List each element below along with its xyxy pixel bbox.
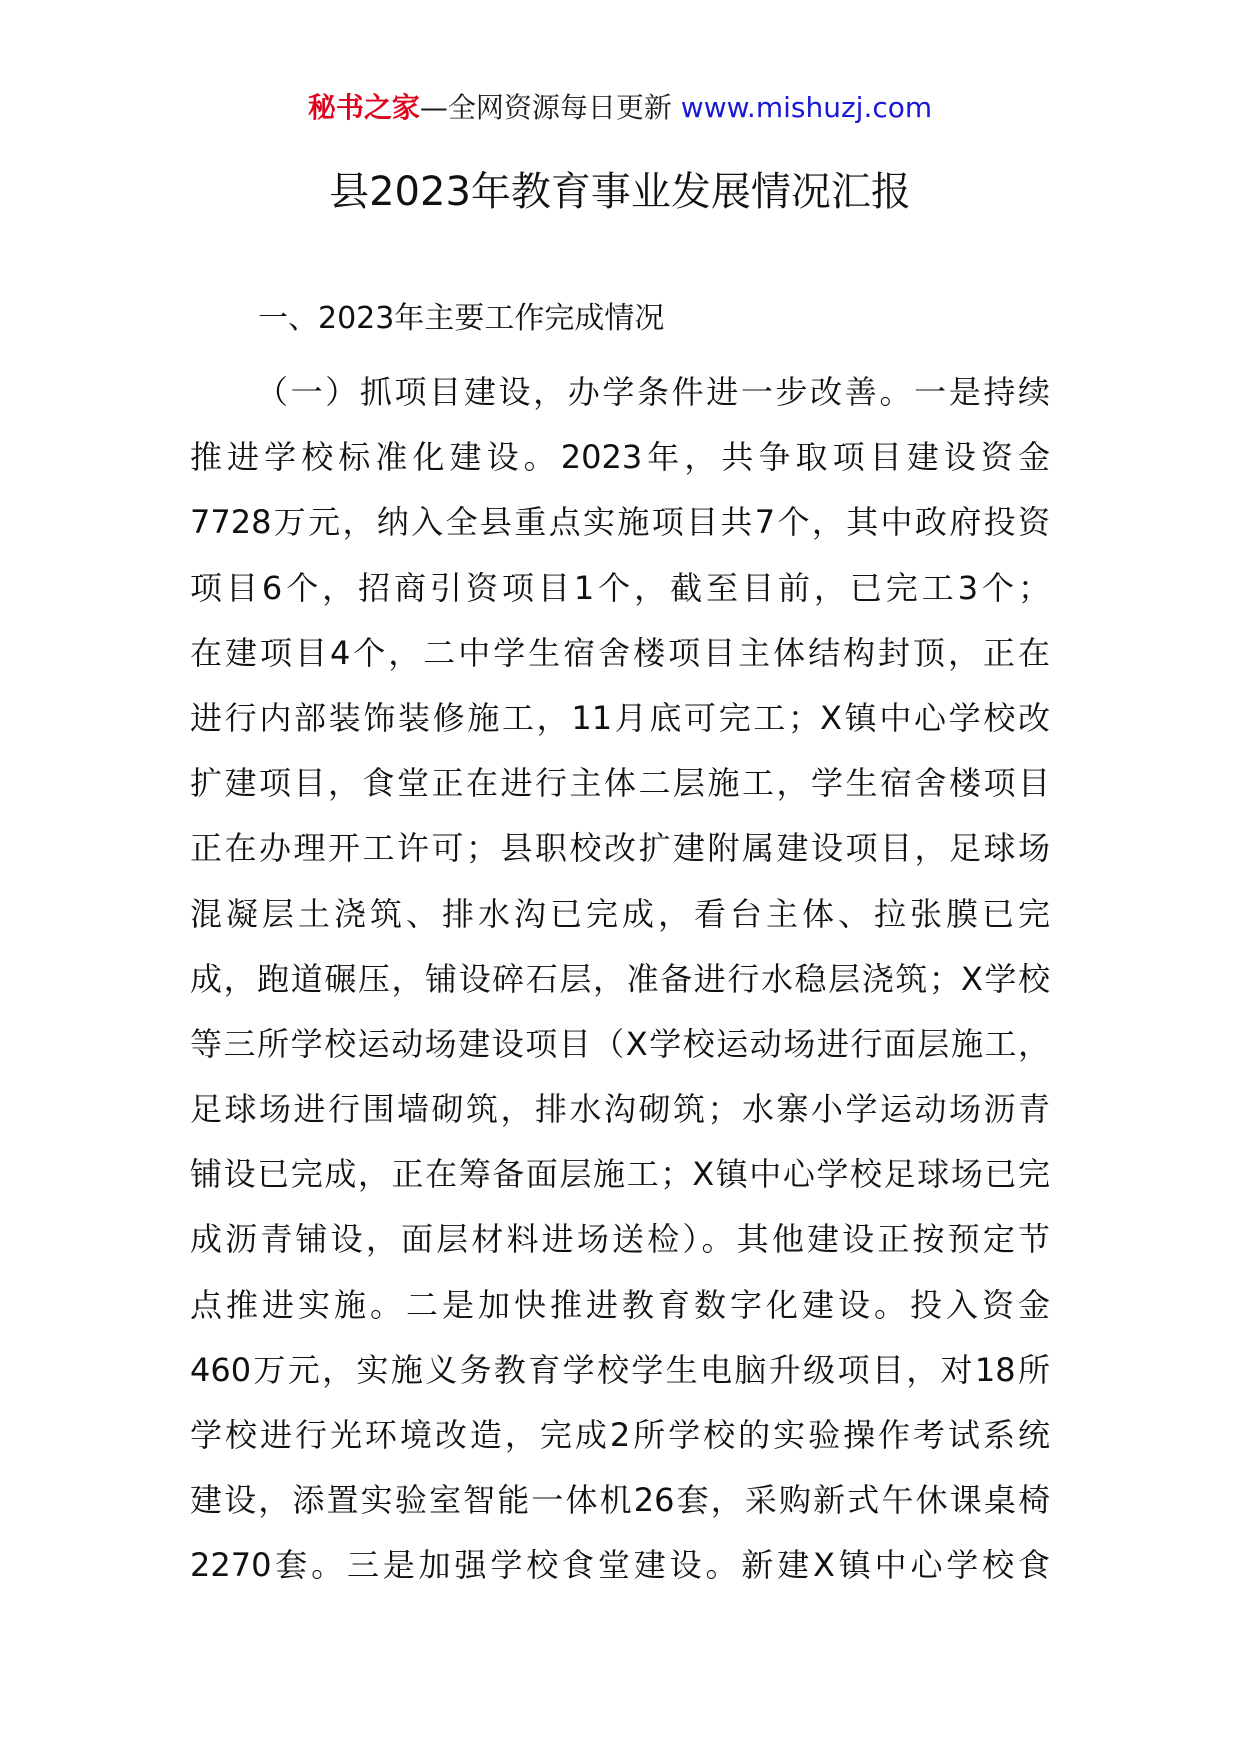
paragraph-line: 学校进行光环境改造，完成2所学校的实验操作考试系统 (190, 1416, 1050, 1454)
paragraph-line: 2270套。三是加强学校食堂建设。新建X镇中心学校食 (190, 1546, 1050, 1585)
site-url-link[interactable]: www.mishuzj.com (680, 91, 933, 124)
paragraph-line: 成沥青铺设，面层材料进场送检）。其他建设正按预定节 (190, 1220, 1050, 1259)
paragraph-line: 混凝层土浇筑、排水沟已完成，看台主体、拉张膜已完 (190, 894, 1050, 933)
paragraph-line: 铺设已完成，正在筹备面层施工；X镇中心学校足球场已完 (190, 1155, 1050, 1194)
paragraph-line: 等三所学校运动场建设项目（X学校运动场进行面层施工， (190, 1024, 1050, 1063)
banner-tagline: —全网资源每日更新 (419, 91, 672, 124)
paragraph-line: 7728万元，纳入全县重点实施项目共7个，其中政府投资 (190, 503, 1050, 542)
paragraph-line: 进行内部装饰装修施工，11月底可完工；X镇中心学校改 (190, 698, 1050, 737)
paragraph-line: 成，跑道碾压，铺设碎石层，准备进行水稳层浇筑；X学校 (190, 959, 1050, 998)
document-title: 县2023年教育事业发展情况汇报 (329, 169, 911, 215)
paragraph-line: 扩建项目，食堂正在进行主体二层施工，学生宿舍楼项目 (190, 764, 1050, 803)
paragraph-line: 正在办理开工许可；县职校改扩建附属建设项目，足球场 (190, 829, 1050, 868)
paragraph-line: 项目6个，招商引资项目1个，截至目前，已完工3个； (190, 568, 1050, 607)
paragraph-line: 推进学校标准化建设。2023年，共争取项目建设资金 (190, 438, 1050, 477)
paragraph-line: 建设，添置实验室智能一体机26套，采购新式午休课桌椅 (190, 1481, 1050, 1520)
brand-name: 秘书之家 (307, 91, 420, 124)
paragraph-line: （一）抓项目建设，办学条件进一步改善。一是持续 (256, 373, 1050, 411)
paragraph-line: 足球场进行围墙砌筑，排水沟砌筑；水寨小学运动场沥青 (190, 1090, 1050, 1129)
body-paragraph (190, 360, 1050, 1599)
section-heading: 一、2023年主要工作完成情况 (258, 301, 665, 336)
paragraph-line: 在建项目4个，二中学生宿舍楼项目主体结构封顶，正在 (190, 633, 1050, 672)
site-banner (0, 88, 1240, 128)
paragraph-line: 点推进实施。二是加快推进教育数字化建设。投入资金 (190, 1285, 1050, 1324)
paragraph-line: 460万元，实施义务教育学校学生电脑升级项目，对18所 (190, 1350, 1050, 1389)
